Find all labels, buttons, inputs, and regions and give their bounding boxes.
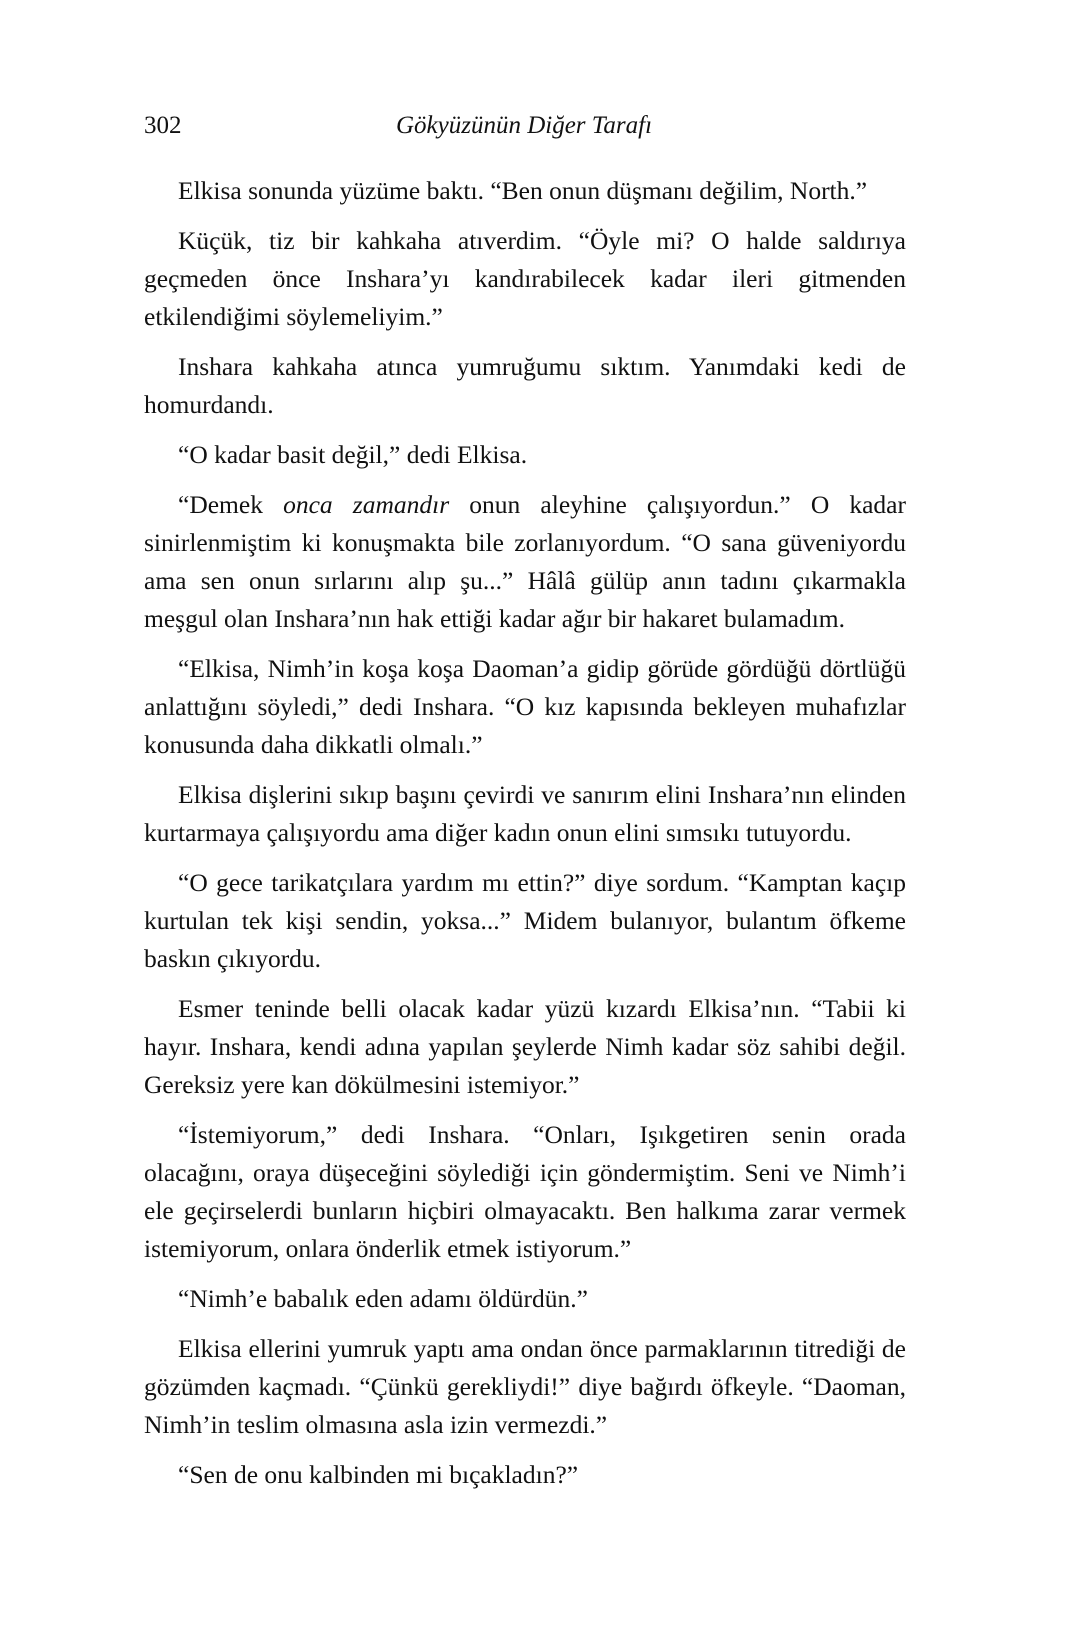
- paragraph: Elkisa dişlerini sıkıp başını çevirdi ve sanırım elini Inshara’nın elinden kurtarmaya çalışıyordu ama diğer kadın onun elini sımsıkı tutuyordu.: [144, 780, 906, 847]
- paragraph: “Nimh’e babalık eden adamı öldürdün.”: [178, 1284, 588, 1313]
- paragraph: “Sen de onu kalbinden mi bıçakladın?”: [178, 1460, 579, 1489]
- page-number: 302: [144, 112, 182, 139]
- paragraph: Küçük, tiz bir kahkaha atıverdim. “Öyle mi? O halde saldırıya geçmeden önce Inshara’yı kandırabilecek kadar ileri gitmenden etkilendiğimi söylemeliyim.”: [144, 226, 906, 331]
- paragraph: “İstemiyorum,” dedi Inshara. “Onları, Işıkgetiren senin orada olacağını, oraya düşeceğini söylediği için göndermiştim. Seni ve Nimh’i ele geçirselerdi bunların hiçbiri olmayacaktı. Ben halkıma zarar vermek istemiyorum, onlara önderlik etmek istiyorum.”: [144, 1120, 906, 1263]
- paragraph-segment: onun aleyhine çalışıyordun.” O kadar sinirlenmiştim ki konuşmakta bile zorlanıyordum. “O sana güveniyordu ama sen onun sırlarını alıp şu...” Hâlâ gülüp anın tadını çıkarmakla meşgul olan Inshara’nın hak ettiği kadar ağır bir hakaret bulamadım.: [144, 490, 906, 633]
- paragraph: Esmer teninde belli olacak kadar yüzü kızardı Elkisa’nın. “Tabii ki hayır. Inshara, kendi adına yapılan şeylerde Nimh kadar söz sahibi değil. Gereksiz yere kan dökülmesini istemiyor.”: [144, 994, 906, 1099]
- paragraph: [144, 486, 906, 638]
- paragraph: Elkisa ellerini yumruk yaptı ama ondan önce parmaklarının titrediği de gözümden kaçmadı. “Çünkü gerekliydi!” diye bağırdı öfkeyle. “Daoman, Nimh’in teslim olmasına asla izin vermezdi.”: [144, 1334, 906, 1439]
- emphasis-text: onca zamandır: [283, 490, 450, 519]
- running-title: Gökyüzünün Diğer Tarafı: [395, 112, 653, 139]
- paragraph-segment: “Demek: [178, 490, 284, 519]
- paragraph: Inshara kahkaha atınca yumruğumu sıktım. Yanımdaki kedi de homurdandı.: [144, 352, 906, 419]
- paragraph: “O gece tarikatçılara yardım mı ettin?” diye sordum. “Kamptan kaçıp kurtulan tek kişi sendin, yoksa...” Midem bulanıyor, bulantım öfkeme baskın çıkıyordu.: [144, 868, 906, 973]
- paragraph: Elkisa sonunda yüzüme baktı. “Ben onun düşmanı değilim, North.”: [178, 176, 868, 205]
- paragraph: “O kadar basit değil,” dedi Elkisa.: [178, 440, 528, 469]
- paragraph: “Elkisa, Nimh’in koşa koşa Daoman’a gidip görüde gördüğü dörtlüğü anlattığını söyledi,” dedi Inshara. “O kız kapısında bekleyen muhafızlar konusunda daha dikkatli olmalı.”: [144, 654, 906, 759]
- body-text: [144, 172, 906, 1506]
- page-header: [144, 112, 904, 152]
